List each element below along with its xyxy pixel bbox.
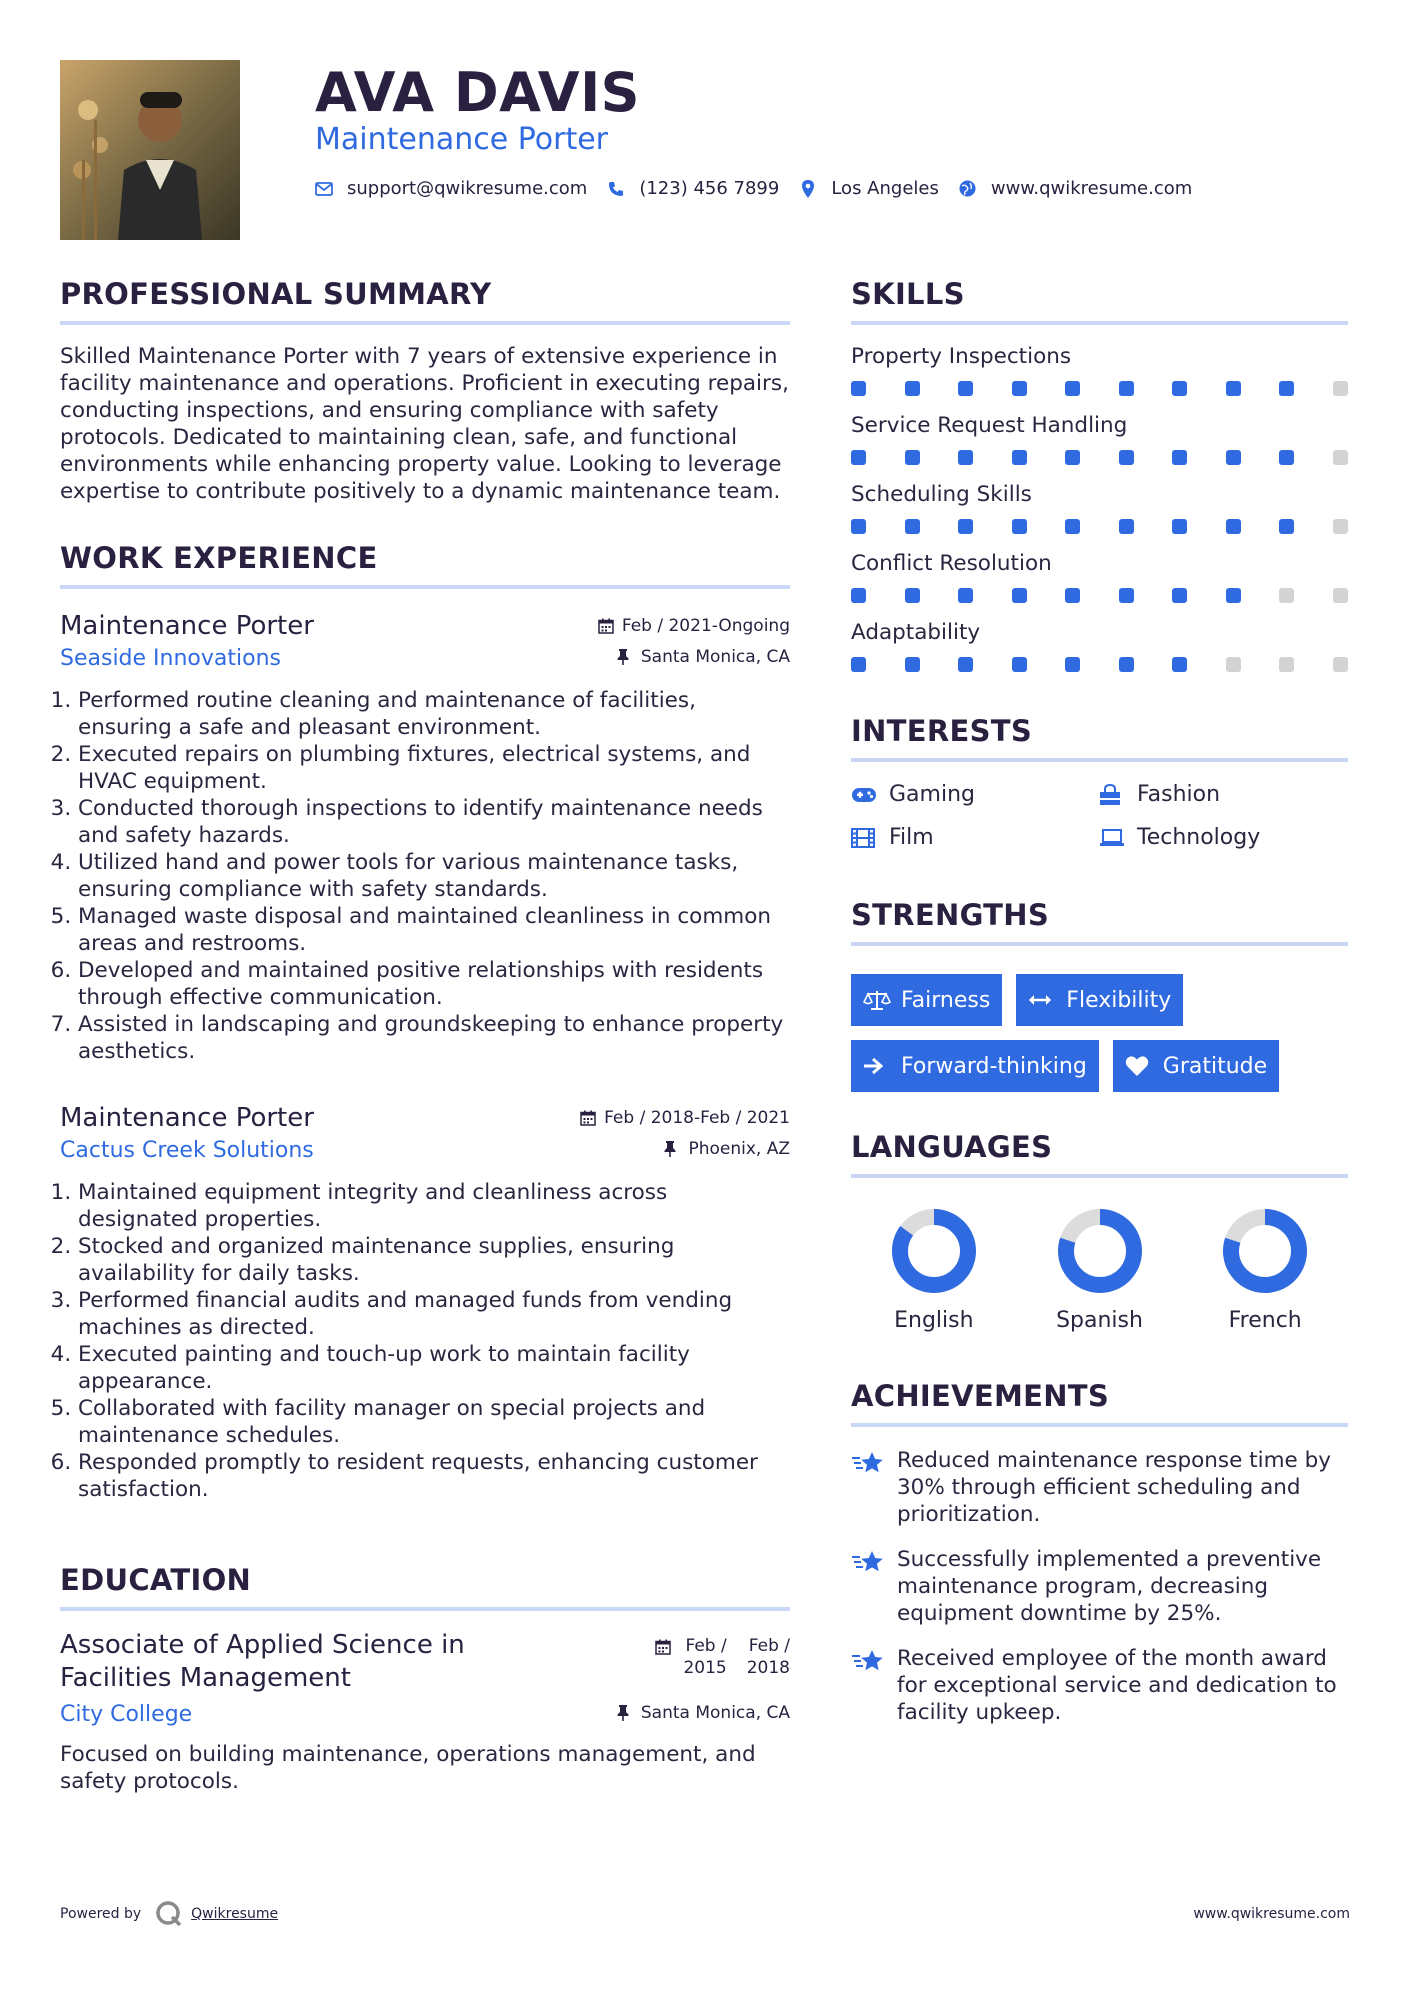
left-column: [60, 275, 790, 1795]
skill-level-dot: [1172, 657, 1187, 672]
interests-list: [851, 782, 1348, 850]
footer: [60, 1900, 1350, 1928]
film-icon: [851, 826, 879, 850]
skill-level-dot: [1279, 657, 1294, 672]
skill-level-dot: [1119, 588, 1134, 603]
skill-level-dot: [1119, 450, 1134, 465]
globe-icon: [959, 180, 977, 198]
skill-item: [851, 343, 1348, 396]
interests-heading: INTERESTS: [851, 712, 1348, 762]
job-role: Maintenance Porter: [60, 611, 314, 641]
contact-phone-text: (123) 456 7899: [639, 178, 780, 199]
skill-level-dot: [1226, 657, 1241, 672]
education-entry: [60, 1629, 790, 1695]
skill-level-dot: [905, 381, 920, 396]
strength-label: Fairness: [901, 987, 991, 1013]
skill-level-dot: [905, 657, 920, 672]
language-name: English: [894, 1308, 974, 1333]
skill-level-dot: [1172, 450, 1187, 465]
skill-level-dot: [851, 450, 866, 465]
interest-label: Fashion: [1137, 782, 1221, 807]
thumbtack-icon: [617, 649, 633, 665]
language-item: [1017, 1208, 1183, 1333]
languages-list: [851, 1208, 1348, 1333]
profile-photo: [60, 60, 240, 240]
candidate-name: AVA DAVIS: [315, 61, 641, 124]
strength-label: Gratitude: [1162, 1053, 1268, 1079]
education-end-month: Feb /: [748, 1636, 790, 1656]
interest-item: [1099, 825, 1347, 850]
footer-powered-label: Powered by: [60, 1906, 142, 1922]
education-start-date: [683, 1635, 726, 1679]
map-marker-icon: [799, 180, 817, 198]
skill-level-dot: [958, 381, 973, 396]
education-end-date: [747, 1635, 790, 1679]
achievement-text: Reduced maintenance response time by 30% through efficient scheduling and prioritization.: [897, 1448, 1331, 1527]
achievement-item: [851, 1447, 1348, 1528]
strength-tag: [851, 1040, 1099, 1092]
skill-level-dot: [1333, 657, 1348, 672]
language-ring: [1057, 1208, 1143, 1294]
thumbtack-icon: [617, 1705, 633, 1721]
strength-tag: [851, 974, 1002, 1026]
skill-level-dot: [1012, 519, 1027, 534]
skill-level-dot: [1333, 588, 1348, 603]
skills-heading: SKILLS: [851, 275, 1348, 325]
strength-label: Forward-thinking: [901, 1053, 1087, 1079]
calendar-icon: [598, 618, 614, 634]
job-list: [60, 609, 790, 1503]
skill-level-dot: [851, 519, 866, 534]
resume-header: [60, 60, 1350, 240]
job-date-text: Feb / 2018-Feb / 2021: [604, 1108, 790, 1128]
achievements-heading: ACHIEVEMENTS: [851, 1377, 1348, 1427]
balance-scale-icon: [863, 989, 891, 1011]
interest-label: Technology: [1137, 825, 1261, 850]
skill-name: Property Inspections: [851, 344, 1072, 369]
job-duty: 3. Conducted thorough inspections to identify maintenance needs and safety hazards.: [78, 795, 790, 849]
skill-level-dot: [958, 519, 973, 534]
thumbtack-icon: [664, 1141, 680, 1157]
job-duty: 7. Assisted in landscaping and groundskeeping to enhance property aesthetics.: [78, 1011, 790, 1065]
job-title-row: [60, 1101, 790, 1135]
job-date-text: Feb / 2021-Ongoing: [621, 616, 790, 636]
interest-item: [1099, 782, 1347, 807]
star-icon: [851, 1647, 885, 1677]
skill-level-dot: [1172, 588, 1187, 603]
skill-name: Conflict Resolution: [851, 551, 1052, 576]
skill-item: [851, 550, 1348, 603]
job-duty: 1. Maintained equipment integrity and cleanliness across designated properties.: [78, 1179, 790, 1233]
footer-powered: [60, 1900, 278, 1928]
skill-level-dot: [1012, 657, 1027, 672]
job-company: Seaside Innovations: [60, 646, 281, 671]
interest-label: Gaming: [889, 782, 975, 807]
arrow-right-icon: [863, 1055, 891, 1077]
education-dates: [655, 1635, 790, 1695]
skill-item: [851, 412, 1348, 465]
job-duty: 5. Managed waste disposal and maintained cleanliness in common areas and restrooms.: [78, 903, 790, 957]
job-duties: [60, 687, 790, 1065]
skill-level-dot: [1065, 657, 1080, 672]
job-date: [598, 616, 790, 636]
footer-website[interactable]: www.qwikresume.com: [1193, 1906, 1350, 1922]
language-name: French: [1228, 1308, 1302, 1333]
skill-level-dot: [1333, 450, 1348, 465]
skill-level-dot: [1226, 519, 1241, 534]
contact-bar: [315, 178, 1212, 199]
skill-level-dot: [1119, 519, 1134, 534]
skill-level-dot: [1333, 381, 1348, 396]
education-end-year: 2018: [746, 1658, 790, 1678]
calendar-icon: [580, 1110, 596, 1126]
interest-label: Film: [889, 825, 934, 850]
job-company-row: [60, 1135, 790, 1167]
skill-level-dot: [851, 588, 866, 603]
job-duty: 3. Performed financial audits and managed funds from vending machines as directed.: [78, 1287, 790, 1341]
achievement-text: Received employee of the month award for exceptional service and dedication to facility upkeep.: [897, 1646, 1337, 1725]
experience-heading: WORK EXPERIENCE: [60, 539, 790, 589]
education-start-month: Feb /: [685, 1636, 727, 1656]
skill-level-dot: [958, 450, 973, 465]
skill-level-dot: [1119, 657, 1134, 672]
job-location-text: Santa Monica, CA: [640, 647, 790, 667]
skill-name: Scheduling Skills: [851, 482, 1032, 507]
skill-level-dot: [851, 657, 866, 672]
skill-level-dot: [1279, 381, 1294, 396]
job-duty: 4. Utilized hand and power tools for various maintenance tasks, ensuring compliance with safety standards.: [78, 849, 790, 903]
skill-level-bar: [851, 657, 1348, 672]
skill-level-dot: [1012, 588, 1027, 603]
star-icon: [851, 1548, 885, 1578]
education-school-row: [60, 1699, 790, 1731]
skill-name: Adaptability: [851, 620, 981, 645]
skill-level-dot: [1065, 450, 1080, 465]
star-icon: [851, 1449, 885, 1479]
contact-website[interactable]: [959, 178, 1192, 199]
skill-level-dot: [905, 450, 920, 465]
strength-label: Flexibility: [1066, 987, 1172, 1013]
summary-text: Skilled Maintenance Porter with 7 years of extensive experience in facility maintenance and operations. Proficient in executing repairs, conducting inspections, and ensuring compliance with safety protocols. Dedicated to maintaining clean, safe, and functional environments while enhancing property value. Looking to leverage expertise to contribute positively to a dynamic maintenance team.: [60, 344, 789, 504]
skill-item: [851, 619, 1348, 672]
achievement-text: Successfully implemented a preventive maintenance program, decreasing equipment downtime by 25%.: [897, 1547, 1322, 1626]
summary-heading: PROFESSIONAL SUMMARY: [60, 275, 790, 325]
skill-level-dot: [1226, 450, 1241, 465]
skill-level-dot: [905, 588, 920, 603]
achievement-item: [851, 1546, 1348, 1627]
skill-level-dot: [1226, 588, 1241, 603]
job-company-row: [60, 643, 790, 675]
contact-phone[interactable]: [607, 178, 779, 199]
strength-tag: [1016, 974, 1183, 1026]
skill-level-dot: [958, 588, 973, 603]
job-duties: [60, 1179, 790, 1503]
strengths-heading: STRENGTHS: [851, 896, 1348, 946]
skill-level-dot: [851, 381, 866, 396]
skill-level-bar: [851, 450, 1348, 465]
right-column: [851, 275, 1348, 1726]
skill-level-dot: [1065, 588, 1080, 603]
interest-item: [851, 782, 1099, 807]
skill-level-dot: [1065, 381, 1080, 396]
job-duty: 6. Responded promptly to resident requests, enhancing customer satisfaction.: [78, 1449, 790, 1503]
candidate-title: Maintenance Porter: [315, 122, 608, 157]
job-entry: [60, 1101, 790, 1503]
job-location: [617, 647, 790, 667]
skill-name: Service Request Handling: [851, 413, 1128, 438]
language-item: [851, 1208, 1017, 1333]
skill-level-bar: [851, 519, 1348, 534]
job-duty: 2. Executed repairs on plumbing fixtures, electrical systems, and HVAC equipment.: [78, 741, 790, 795]
languages-heading: LANGUAGES: [851, 1128, 1348, 1178]
language-name: Spanish: [1056, 1308, 1143, 1333]
qwikresume-logo-icon: [155, 1900, 183, 1928]
skill-level-dot: [1172, 519, 1187, 534]
job-title-row: [60, 609, 790, 643]
skill-item: [851, 481, 1348, 534]
skill-level-dot: [1119, 381, 1134, 396]
education-heading: EDUCATION: [60, 1561, 790, 1611]
skill-level-dot: [958, 657, 973, 672]
job-entry: [60, 609, 790, 1065]
language-ring: [1222, 1208, 1308, 1294]
skill-level-dot: [1279, 450, 1294, 465]
phone-icon: [607, 180, 625, 198]
calendar-icon: [655, 1639, 671, 1655]
contact-website-text: www.qwikresume.com: [990, 178, 1193, 199]
contact-email[interactable]: [315, 178, 587, 199]
job-duty: 4. Executed painting and touch-up work to maintain facility appearance.: [78, 1341, 790, 1395]
skill-level-dot: [1333, 519, 1348, 534]
shopping-bag-icon: [1099, 783, 1127, 807]
gamepad-icon: [851, 783, 879, 807]
skill-level-dot: [1065, 519, 1080, 534]
contact-location: [799, 178, 939, 199]
skill-level-dot: [1226, 381, 1241, 396]
strength-tag: [1113, 1040, 1279, 1092]
education-school: City College: [60, 1702, 193, 1727]
footer-brand-link[interactable]: Qwikresume: [191, 1906, 279, 1922]
education-location: [617, 1703, 790, 1723]
heart-icon: [1125, 1055, 1153, 1077]
job-location: [664, 1139, 790, 1159]
job-duty: 1. Performed routine cleaning and maintenance of facilities, ensuring a safe and pleasant environment.: [78, 687, 790, 741]
job-duty: 5. Collaborated with facility manager on special projects and maintenance schedules.: [78, 1395, 790, 1449]
strengths-list: [851, 960, 1348, 1092]
skill-level-dot: [1012, 381, 1027, 396]
language-ring: [891, 1208, 977, 1294]
language-item: [1182, 1208, 1348, 1333]
education-description: Focused on building maintenance, operations management, and safety protocols.: [60, 1742, 756, 1794]
job-company: Cactus Creek Solutions: [60, 1138, 314, 1163]
interest-item: [851, 825, 1099, 850]
skill-level-dot: [1279, 519, 1294, 534]
job-duty: 2. Stocked and organized maintenance supplies, ensuring availability for daily tasks.: [78, 1233, 790, 1287]
envelope-icon: [315, 180, 333, 198]
achievement-item: [851, 1645, 1348, 1726]
skill-level-bar: [851, 588, 1348, 603]
job-role: Maintenance Porter: [60, 1103, 314, 1133]
skill-level-dot: [1012, 450, 1027, 465]
job-duty: 6. Developed and maintained positive relationships with residents through effective communication.: [78, 957, 790, 1011]
skill-level-dot: [1279, 588, 1294, 603]
skill-level-bar: [851, 381, 1348, 396]
arrows-horizontal-icon: [1028, 989, 1056, 1011]
contact-email-text: support@qwikresume.com: [347, 178, 588, 199]
education-degree: Associate of Applied Science in Facilities Management: [60, 1630, 465, 1693]
skills-list: [851, 343, 1348, 672]
contact-location-text: Los Angeles: [831, 178, 939, 199]
job-location-text: Phoenix, AZ: [688, 1139, 790, 1159]
education-start-year: 2015: [683, 1658, 727, 1678]
achievements-list: [851, 1447, 1348, 1726]
skill-level-dot: [1172, 381, 1187, 396]
education-location-text: Santa Monica, CA: [640, 1703, 790, 1723]
job-date: [580, 1108, 790, 1128]
laptop-icon: [1099, 826, 1127, 850]
skill-level-dot: [905, 519, 920, 534]
